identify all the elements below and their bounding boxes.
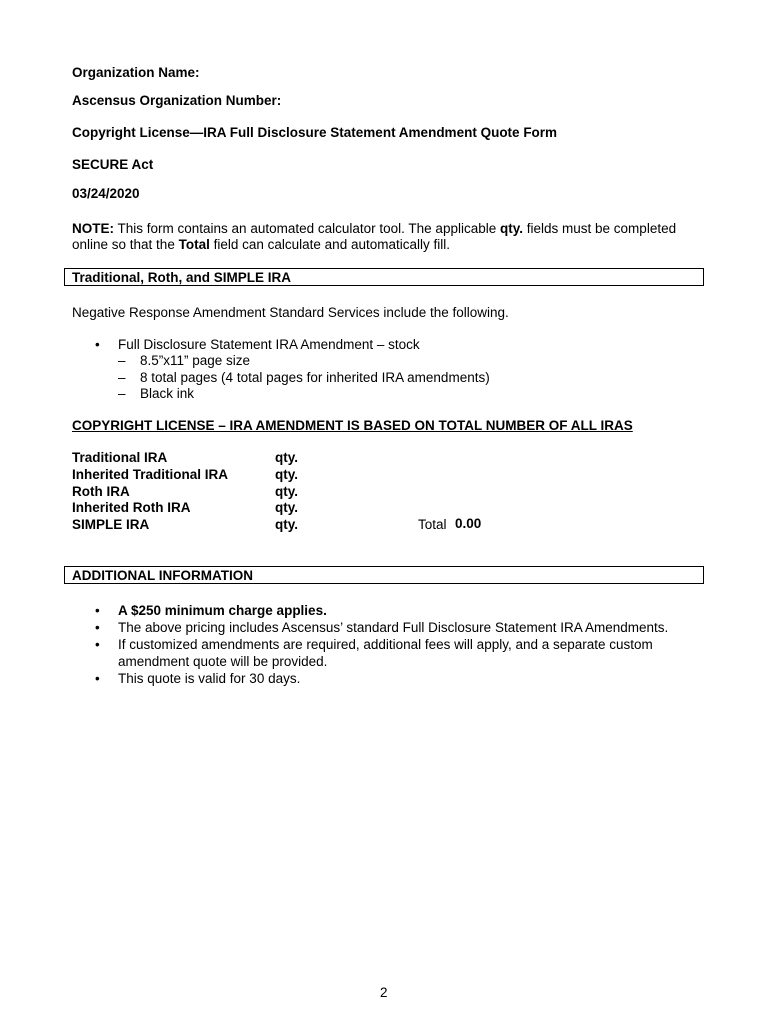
- note-text-1b: fields must be completed: [526, 221, 677, 236]
- info-bullet: This quote is valid for 30 days.: [118, 671, 301, 686]
- info-bullet: If customized amendments are required, additional fees will apply, and a separate custom: [118, 637, 653, 652]
- note-qty: qty.: [500, 221, 523, 236]
- dash-icon: –: [118, 386, 126, 401]
- qty-input-roth[interactable]: [305, 484, 375, 499]
- dash-icon: –: [118, 353, 126, 368]
- dash-icon: –: [118, 370, 126, 385]
- service-sub-item: 8 total pages (4 total pages for inherited IRA amendments): [140, 370, 490, 385]
- org-name-label: Organization Name:: [72, 65, 200, 80]
- ira-row-label: SIMPLE IRA: [72, 517, 150, 532]
- page-number: 2: [380, 985, 388, 1000]
- qty-label: qty.: [275, 500, 298, 515]
- form-title: Copyright License—IRA Full Disclosure Statement Amendment Quote Form: [72, 125, 558, 140]
- note-line-2: [72, 237, 450, 252]
- bullet-icon: •: [95, 637, 100, 652]
- info-bullet: A $250 minimum charge applies.: [118, 603, 327, 618]
- services-intro: Negative Response Amendment Standard Services include the following.: [72, 305, 509, 320]
- bullet-icon: •: [95, 337, 100, 352]
- qty-label: qty.: [275, 517, 298, 532]
- ira-row-label: Inherited Traditional IRA: [72, 467, 229, 482]
- note-total: Total: [178, 237, 210, 252]
- section-header-additional-info: ADDITIONAL INFORMATION: [64, 566, 704, 584]
- qty-input-traditional[interactable]: [305, 450, 375, 465]
- qty-label: qty.: [275, 484, 298, 499]
- service-sub-item: 8.5”x11” page size: [140, 353, 251, 368]
- copyright-heading: COPYRIGHT LICENSE – IRA AMENDMENT IS BASED ON TOTAL NUMBER OF ALL IRAS: [72, 418, 633, 433]
- note-label: NOTE:: [72, 221, 114, 236]
- total-label: Total: [418, 517, 447, 532]
- qty-input-inherited-traditional[interactable]: [305, 467, 375, 482]
- qty-label: qty.: [275, 450, 298, 465]
- note-text-2a: online so that the: [72, 237, 175, 252]
- qty-input-simple[interactable]: [305, 517, 375, 532]
- section-header-ira-types: Traditional, Roth, and SIMPLE IRA: [64, 268, 704, 286]
- qty-label: qty.: [275, 467, 298, 482]
- total-value: 0.00: [455, 516, 482, 531]
- org-number-label: Ascensus Organization Number:: [72, 93, 282, 108]
- act-name: SECURE Act: [72, 157, 154, 172]
- form-date: 03/24/2020: [72, 186, 140, 201]
- bullet-icon: •: [95, 603, 100, 618]
- ira-row-label: Traditional IRA: [72, 450, 168, 465]
- note-text-2b: field can calculate and automatically fill.: [213, 237, 450, 252]
- bullet-icon: •: [95, 620, 100, 635]
- note-line-1: [72, 221, 676, 236]
- qty-input-inherited-roth[interactable]: [305, 500, 375, 515]
- info-bullet-continuation: amendment quote will be provided.: [118, 654, 328, 669]
- ira-row-label: Inherited Roth IRA: [72, 500, 191, 515]
- note-text-1a: This form contains an automated calculator tool. The applicable: [117, 221, 497, 236]
- ira-row-label: Roth IRA: [72, 484, 130, 499]
- service-sub-item: Black ink: [140, 386, 195, 401]
- bullet-icon: •: [95, 671, 100, 686]
- info-bullet: The above pricing includes Ascensus’ standard Full Disclosure Statement IRA Amendments.: [118, 620, 669, 635]
- service-bullet: Full Disclosure Statement IRA Amendment – stock: [118, 337, 420, 352]
